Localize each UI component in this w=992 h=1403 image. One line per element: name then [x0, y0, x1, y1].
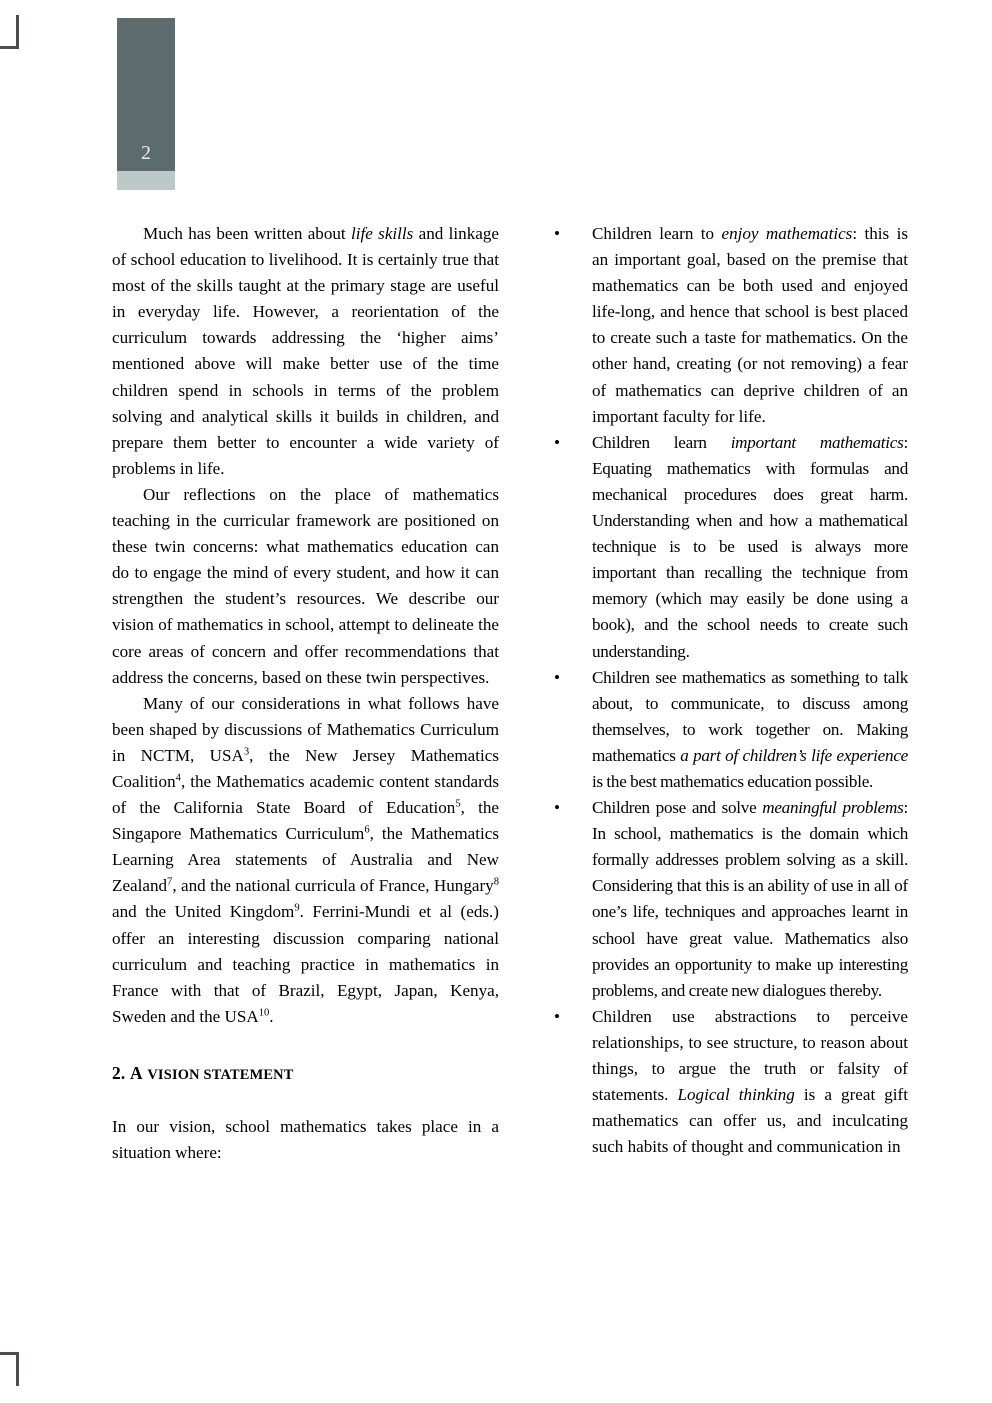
page-number-tab — [117, 18, 175, 171]
emphasis-part-of-life-experience: a part of children’s life experience — [680, 745, 908, 765]
paragraph-text: Many of our considerations in what follows have been shaped by discussions of Mathematics Curriculum in NCTM, USA — [112, 693, 499, 765]
footnote-ref-8: 8 — [493, 876, 499, 888]
footnote-ref-10: 10 — [258, 1007, 270, 1019]
list-item-text: Children learn to — [592, 224, 722, 243]
emphasis-meaningful-problems: meaningful problems — [762, 798, 904, 818]
paragraph-text: , and the national curricula of France, Hungary — [172, 876, 494, 896]
paragraph-considerations — [112, 691, 499, 1030]
list-item — [548, 665, 908, 795]
list-item — [548, 795, 908, 1004]
section-title-text: VISION STATEMENT — [147, 1066, 294, 1083]
crop-mark-bottom-left — [0, 1352, 20, 1386]
bullet-icon: • — [554, 1006, 560, 1026]
paragraph-in-our-vision: In our vision, school mathematics takes place in a situation where: — [112, 1117, 499, 1163]
paragraph-text: , the Mathematics Learning Area statements of Australia and New Zealand — [112, 824, 499, 896]
list-item-text: : this is an important goal, based on the premise that mathematics can be both used and enjoyed life-long, and hence that school is best placed to create such a taste for mathematics. On the other hand, creating (or not removing) a fear of mathematics can deprive children of an important faculty for life. — [592, 224, 908, 426]
paragraph-our-reflections: Our reflections on the place of mathematics teaching in the curricular framework are positioned on these twin concerns: what mathematics education can do to engage the mind of every student, and how it can strengthen the student’s resources. We describe our vision of mathematics in school, attempt to delineate the core areas of concern and offer recommendations that address the concerns, based on these twin perspectives. — [112, 484, 499, 687]
footnote-ref-9: 9 — [294, 902, 300, 914]
emphasis-life-skills: life skills — [351, 224, 414, 243]
list-item-text: Children pose and solve — [592, 798, 763, 818]
page-number: 2 — [141, 142, 151, 164]
crop-mark-horizontal-rule — [0, 46, 19, 49]
list-item-text: is a great gift mathematics can offer us, and inculcating such habits of thought and communication in — [592, 1085, 908, 1157]
paragraph-text: , the Singapore Mathematics Curriculum — [112, 798, 499, 844]
page-number-tab-foot — [117, 171, 175, 190]
paragraph-text: . Ferrini-Mundi et al (eds.) offer an interesting discussion comparing national curriculum and teaching practice in mathematics in France with that of Brazil, Egypt, Japan, Kenya, Sweden and the USA — [112, 902, 499, 1026]
section-title-article: A — [130, 1062, 143, 1083]
paragraph-text: , the New Jersey Mathematics Coalition — [112, 745, 499, 791]
paragraph-text: Much has been written about — [143, 224, 352, 243]
paragraph-life-skills — [112, 221, 499, 482]
list-item-text: Children learn — [592, 432, 731, 452]
bullet-icon: • — [554, 432, 560, 452]
list-item — [548, 221, 908, 430]
list-item-text: Children use abstractions to perceive relationships, to see structure, to reason about things, to argue the truth or falsity of statements. — [592, 1006, 908, 1105]
list-item-text: : Equating mathematics with formulas and mechanical procedures does great harm. Understanding when and how a mathematical technique is to be used is always more important than recalling the technique from memory (which may easily be done using a book), and the school needs to create such understanding. — [592, 432, 908, 661]
paragraph-text: , the Mathematics academic content standards of the California State Board of Education — [112, 771, 499, 818]
crop-mark-vertical-rule — [16, 15, 19, 49]
section-heading-vision-statement — [112, 1060, 499, 1088]
list-item-text: Children see mathematics as something to talk about, to communicate, to discuss among themselves, to work together on. Making mathematics — [592, 667, 908, 765]
paragraph-text: and linkage of school education to livelihood. It is certainly true that most of the skills taught at the primary stage are useful in everyday life. However, a reorientation of the curriculum towards addressing the ‘higher aims’ mentioned above will make better use of the time children spend in schools in terms of the problem solving and analytical skills it builds in children, and prepare them better to encounter a wide variety of problems in life. — [112, 224, 499, 478]
body-column-right — [548, 221, 908, 1160]
list-item — [548, 1004, 908, 1161]
list-item — [548, 430, 908, 665]
list-item-text: : In school, mathematics is the domain which formally addresses problem solving as a skill. Considering that this is an ability of use in all of one’s life, techniques and approaches learnt in school have great value. Mathematics also provides an opportunity to make up interesting problems, and create new dialogues thereby. — [592, 798, 908, 1000]
emphasis-important-mathematics: important mathematics — [730, 432, 904, 452]
bullet-icon: • — [554, 667, 560, 687]
section-number: 2. — [112, 1062, 126, 1083]
footnote-ref-5: 5 — [455, 798, 461, 810]
paragraph-text: and the United Kingdom — [112, 902, 295, 922]
footnote-ref-7: 7 — [167, 876, 173, 888]
footnote-ref-6: 6 — [364, 824, 370, 836]
bullet-icon: • — [554, 224, 560, 243]
list-item-text: is the best mathematics education possible. — [592, 771, 874, 791]
crop-mark-horizontal-rule — [0, 1352, 19, 1355]
footnote-ref-4: 4 — [175, 772, 181, 784]
emphasis-enjoy-mathematics: enjoy mathematics — [721, 224, 853, 243]
emphasis-logical-thinking: Logical thinking — [677, 1085, 795, 1105]
crop-mark-vertical-rule — [16, 1352, 19, 1386]
bullet-icon: • — [554, 798, 560, 818]
vision-bullet-list — [548, 221, 908, 1160]
body-column-left — [112, 221, 499, 1166]
crop-mark-top-left — [0, 15, 20, 49]
footnote-ref-3: 3 — [243, 746, 250, 758]
paragraph-text: . — [269, 1006, 274, 1026]
